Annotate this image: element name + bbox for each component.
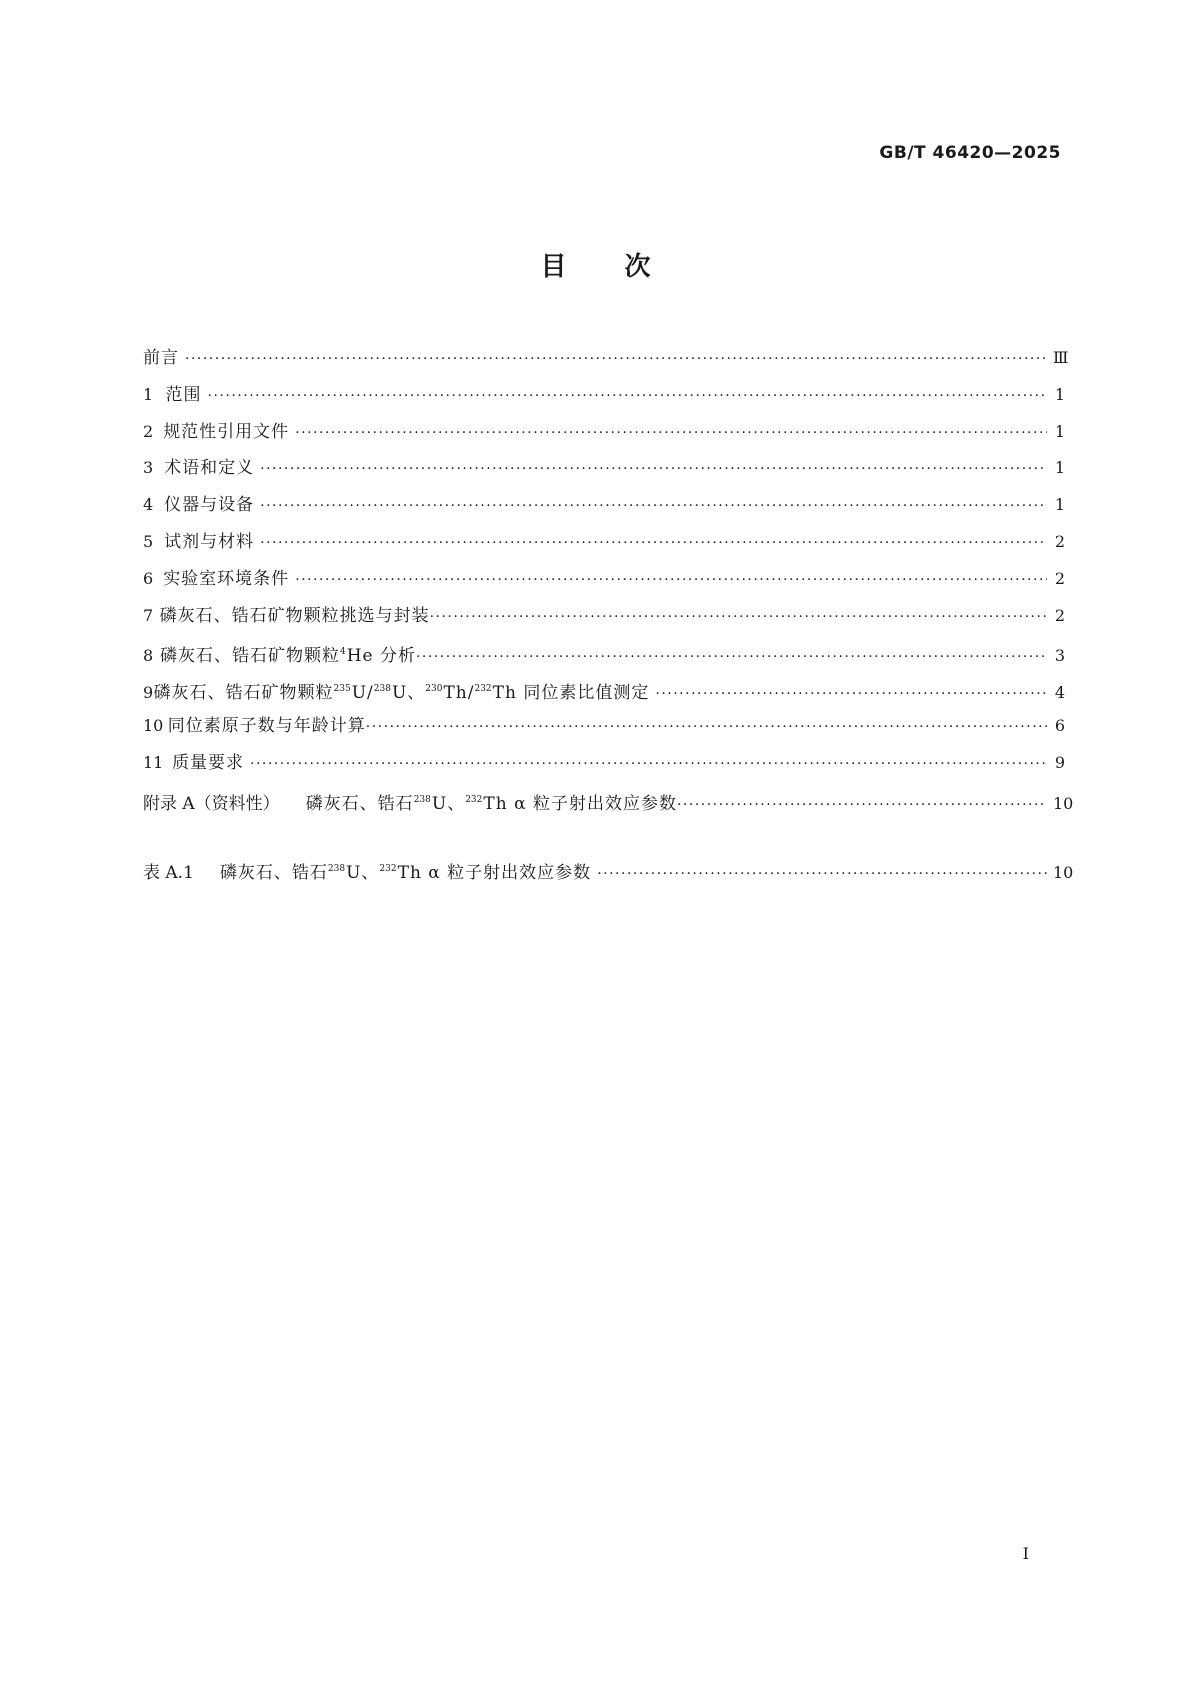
title-text: 磷灰石、锆石 <box>305 793 414 814</box>
toc-entry-prefix: 表 A.1 <box>143 863 194 883</box>
dot-leader <box>295 415 1047 452</box>
toc-entry-title: 术语和定义 <box>164 458 255 479</box>
toc-entry-6[interactable] <box>143 561 1065 598</box>
toc-entry-annex-a[interactable] <box>143 782 1074 819</box>
toc-entry-page: 2 <box>1054 531 1065 551</box>
toc-entry-number: 2 <box>143 421 154 441</box>
toc-entry-title: 磷灰石、锆石矿物颗粒挑选与封装 <box>159 605 430 626</box>
toc-entry-11[interactable] <box>143 745 1065 782</box>
title-text: Th α 粒子射出效应参数 <box>483 793 677 814</box>
toc-entry-page: 10 <box>1053 863 1074 882</box>
toc-entry-title: 仪器与设备 <box>164 495 255 516</box>
title-text: Th α 粒子射出效应参数 <box>397 863 592 883</box>
isotope-mass-number: 232 <box>474 684 492 695</box>
toc-entry-page: 1 <box>1054 421 1065 441</box>
toc-entry-title: 实验室环境条件 <box>163 568 290 589</box>
toc-entry-prefix: 附录 A（资料性） <box>143 793 280 814</box>
isotope-mass-number: 238 <box>373 684 391 695</box>
toc-entry-2[interactable] <box>143 414 1065 451</box>
toc-entry-number: 1 <box>143 384 154 404</box>
toc-entry-table-a1[interactable] <box>143 851 1074 888</box>
toc-entry-foreword[interactable] <box>143 340 1069 377</box>
toc-entry-page: 9 <box>1054 752 1065 772</box>
dot-leader <box>655 676 1047 713</box>
toc-entry-4[interactable] <box>143 487 1065 524</box>
toc-entry-title <box>154 671 650 712</box>
dot-leader <box>260 488 1047 525</box>
isotope-mass-number: 238 <box>413 794 431 805</box>
toc-entry-number: 11 <box>143 752 164 772</box>
toc-entry-7[interactable] <box>143 598 1065 635</box>
table-list <box>143 851 1074 888</box>
title-text: Th 同位素比值测定 <box>492 683 650 704</box>
title-text: U、 <box>391 683 426 704</box>
toc-list <box>143 340 1074 818</box>
dot-leader <box>260 451 1047 488</box>
toc-entry-title: 范围 <box>165 384 202 405</box>
toc-entry-number: 7 <box>143 605 154 625</box>
title-text: U、 <box>431 793 466 814</box>
dot-leader <box>597 856 1047 893</box>
toc-entry-page: 2 <box>1054 568 1065 588</box>
toc-entry-1[interactable] <box>143 377 1065 414</box>
toc-entry-title <box>220 851 591 892</box>
toc-entry-number: 9 <box>143 683 154 703</box>
toc-entry-number: 10 <box>143 715 164 735</box>
dot-leader <box>677 787 1047 824</box>
isotope-mass-number: 230 <box>425 684 443 695</box>
dot-leader <box>295 562 1047 599</box>
toc-entry-title: 同位素原子数与年龄计算 <box>167 715 366 736</box>
title-text: He 分析 <box>346 646 416 667</box>
toc-entry-page: 1 <box>1054 384 1065 404</box>
toc-entry-page: 3 <box>1054 646 1065 666</box>
toc-entry-page: 1 <box>1054 495 1065 515</box>
toc-entry-page: 2 <box>1054 605 1065 625</box>
toc-entry-number: 3 <box>143 458 154 478</box>
toc-heading <box>0 246 1191 283</box>
isotope-mass-number: 235 <box>333 684 351 695</box>
toc-heading-char-2: 次 <box>624 252 651 282</box>
dot-leader <box>208 378 1047 415</box>
isotope-mass-number: 232 <box>465 794 483 805</box>
toc-entry-page: Ⅲ <box>1053 348 1069 367</box>
dot-leader <box>430 599 1047 636</box>
toc-entry-page: 10 <box>1053 793 1074 813</box>
toc-entry-page: 6 <box>1054 715 1065 735</box>
toc-entry-5[interactable] <box>143 524 1065 561</box>
isotope-mass-number: 232 <box>379 864 397 874</box>
toc-entry-title <box>160 634 416 675</box>
toc-entry-title: 质量要求 <box>172 752 244 773</box>
toc-entry-number: 6 <box>143 568 154 588</box>
toc-heading-char-1: 目 <box>540 252 567 282</box>
toc-entry-number: 8 <box>143 646 154 666</box>
toc-entry-title: 试剂与材料 <box>164 531 255 552</box>
toc-entry-page: 4 <box>1054 683 1065 703</box>
title-text: U、 <box>346 863 380 883</box>
toc-entry-8[interactable] <box>143 634 1065 671</box>
toc-entry-title: 前言 <box>143 348 179 368</box>
toc-entry-title: 规范性引用文件 <box>163 421 290 442</box>
dot-leader <box>366 709 1047 746</box>
page-number: I <box>1022 1544 1029 1563</box>
toc-entry-10[interactable] <box>143 708 1065 745</box>
title-text: 磷灰石、锆石 <box>219 863 328 883</box>
toc-entry-page: 1 <box>1054 458 1065 478</box>
isotope-mass-number: 4 <box>339 647 346 658</box>
title-text: U/ <box>351 683 374 704</box>
toc-entry-title <box>306 782 677 823</box>
dot-leader <box>185 341 1047 378</box>
toc-entry-number: 5 <box>143 531 154 551</box>
title-text: 磷灰石、锆石矿物颗粒 <box>159 646 340 667</box>
dot-leader <box>250 746 1047 783</box>
title-text: Th/ <box>443 683 475 704</box>
toc-entry-3[interactable] <box>143 450 1065 487</box>
isotope-mass-number: 238 <box>327 864 346 874</box>
title-text: 磷灰石、锆石矿物颗粒 <box>153 683 334 704</box>
toc-entry-number: 4 <box>143 495 154 515</box>
standard-number: GB/T 46420—2025 <box>879 143 1061 163</box>
toc-entry-9[interactable] <box>143 671 1065 708</box>
dot-leader <box>260 525 1047 562</box>
